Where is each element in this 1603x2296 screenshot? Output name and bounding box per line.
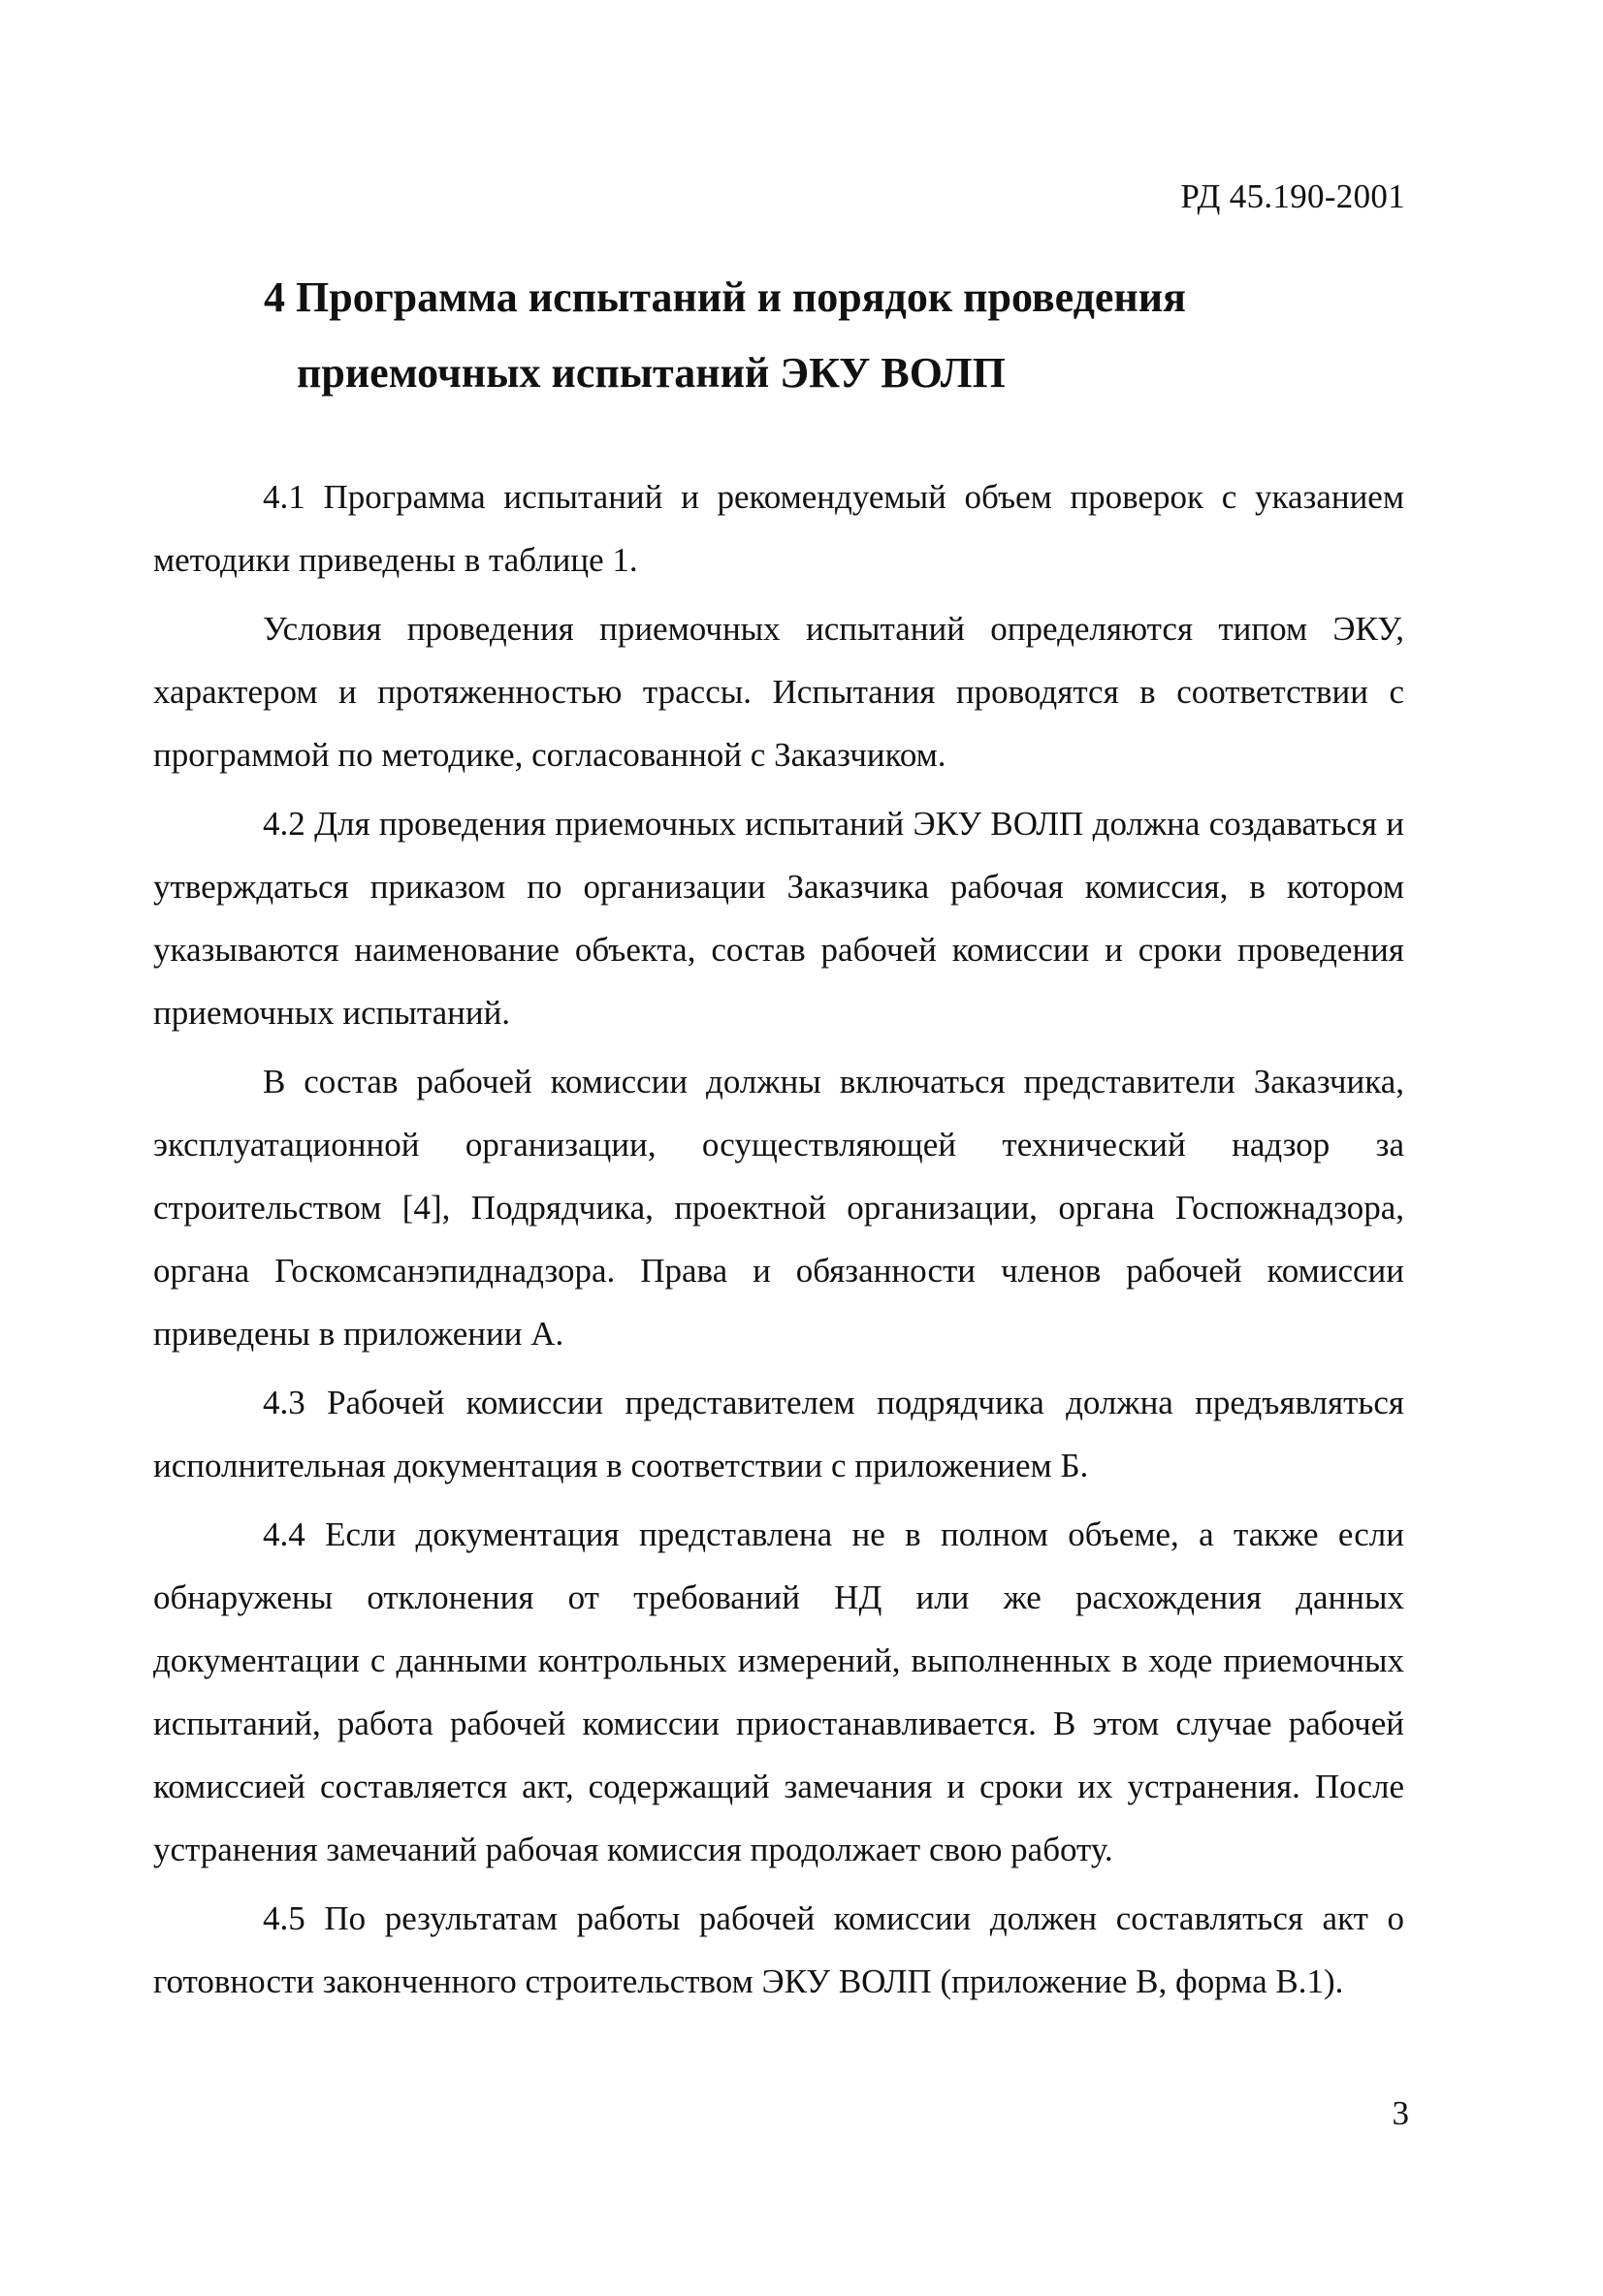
paragraph-4-4: 4.4 Если документация представлена не в полном объеме, а также если обнаружены отклонения от требований НД или же расхождения данных документации с данными контрольных измерений, выполненных в ходе приемочных испытаний, работа рабочей комиссии приостанавливается. В этом случае рабочей комиссией составляется акт, содержащий замечания и сроки их устранения. После устранения замечаний рабочая комиссия продолжает свою работу. [153, 1515, 1404, 1868]
paragraph-commission-composition: В состав рабочей комиссии должны включаться представители Заказчика, эксплуатационной организации, осуществляющей технический надзор за строительством [4], Подрядчика, проектной организации, органа Госпожнадзора, органа Госкомсанэпиднадзора. Права и обязанности членов рабочей комиссии приведены в приложении А. [153, 1063, 1404, 1353]
page-number: 3 [1392, 2094, 1409, 2132]
section-heading [264, 260, 1427, 411]
section-title-line-2: приемочных испытаний ЭКУ ВОЛП [297, 349, 1006, 397]
paragraph-4-5: 4.5 По результатам работы рабочей комиссии должен составляться акт о готовности законченного строительством ЭКУ ВОЛП (приложение В, форма В.1). [153, 1899, 1404, 2000]
paragraph-4-3: 4.3 Рабочей комиссии представителем подрядчика должна предъявляться исполнительная документация в соответствии с приложением Б. [153, 1384, 1404, 1484]
paragraph-conditions: Условия проведения приемочных испытаний определяются типом ЭКУ, характером и протяженностью трассы. Испытания проводятся в соответствии с программой по методике, согласованной с Заказчиком. [153, 610, 1404, 774]
section-title-line-1: 4 Программа испытаний и порядок проведения [264, 273, 1186, 321]
section-body [153, 465, 1404, 2019]
document-code: РД 45.190-2001 [1180, 177, 1405, 215]
paragraph-4-2: 4.2 Для проведения приемочных испытаний ЭКУ ВОЛП должна создаваться и утверждаться приказом по организации Заказчика рабочая комиссия, в котором указываются наименование объекта, состав рабочей комиссии и сроки проведения приемочных испытаний. [153, 805, 1404, 1032]
paragraph-4-1: 4.1 Программа испытаний и рекомендуемый объем проверок с указанием методики приведены в таблице 1. [153, 478, 1404, 579]
